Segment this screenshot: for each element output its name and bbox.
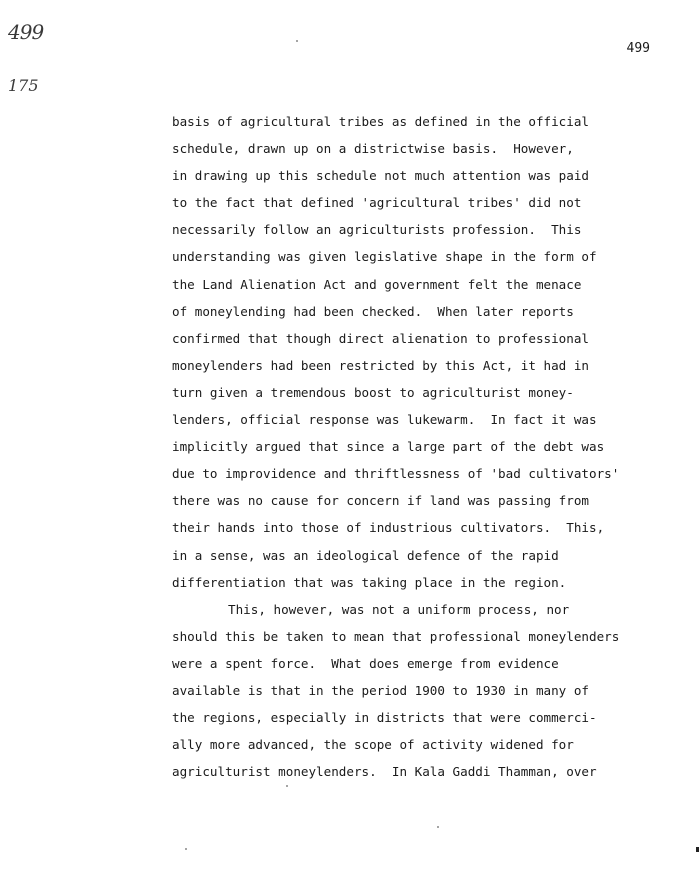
text-line: understanding was given legislative shape in the form of: [172, 249, 597, 265]
text-line: basis of agricultural tribes as defined in the official: [172, 114, 590, 129]
page-number: 499: [626, 41, 650, 56]
text-line: available is that in the period 1900 to 1930 in many of: [172, 682, 590, 698]
text-line: turn given a tremendous boost to agriculturist money-: [172, 384, 574, 400]
text-line: confirmed that though direct alienation to professional: [172, 330, 590, 346]
text-line: the Land Alienation Act and government felt the menace: [172, 276, 582, 292]
scan-speck: [696, 847, 699, 852]
scan-speck: [437, 826, 439, 828]
text-line: of moneylending had been checked. When later reports: [172, 303, 574, 319]
text-line: ally more advanced, the scope of activity widened for: [172, 737, 574, 753]
text-line: their hands into those of industrious cultivators. This,: [172, 520, 605, 536]
scan-speck: [185, 848, 187, 850]
text-line: necessarily follow an agriculturists profession. This: [172, 222, 582, 238]
text-line: schedule, drawn up on a districtwise basis. However,: [172, 141, 574, 157]
text-line: agriculturist moneylenders. In Kala Gaddi Thamman, over: [172, 764, 597, 780]
body-text: [172, 108, 652, 785]
text-line: were a spent force. What does emerge from evidence: [172, 655, 559, 671]
scan-speck: [286, 785, 288, 787]
text-line: This, however, was not a uniform process, nor: [228, 601, 570, 617]
text-line: moneylenders had been restricted by this Act, it had in: [172, 357, 590, 373]
text-line: differentiation that was taking place in the region.: [172, 574, 567, 590]
text-line: in drawing up this schedule not much attention was paid: [172, 168, 590, 184]
handwritten-page-number: 499: [8, 20, 44, 44]
text-line: lenders, official response was lukewarm. In fact it was: [172, 412, 597, 428]
text-line: implicitly argued that since a large part of the debt was: [172, 439, 605, 455]
text-line: in a sense, was an ideological defence of the rapid: [172, 547, 559, 563]
text-line: the regions, especially in districts that were commerci-: [172, 710, 597, 726]
scan-speck: [296, 40, 298, 42]
text-line: there was no cause for concern if land was passing from: [172, 493, 590, 509]
handwritten-margin-number: 175: [8, 76, 39, 95]
text-line: should this be taken to mean that professional moneylenders: [172, 628, 620, 644]
text-line: to the fact that defined 'agricultural tribes' did not: [172, 195, 582, 211]
text-line: due to improvidence and thriftlessness of 'bad cultivators': [172, 466, 620, 482]
